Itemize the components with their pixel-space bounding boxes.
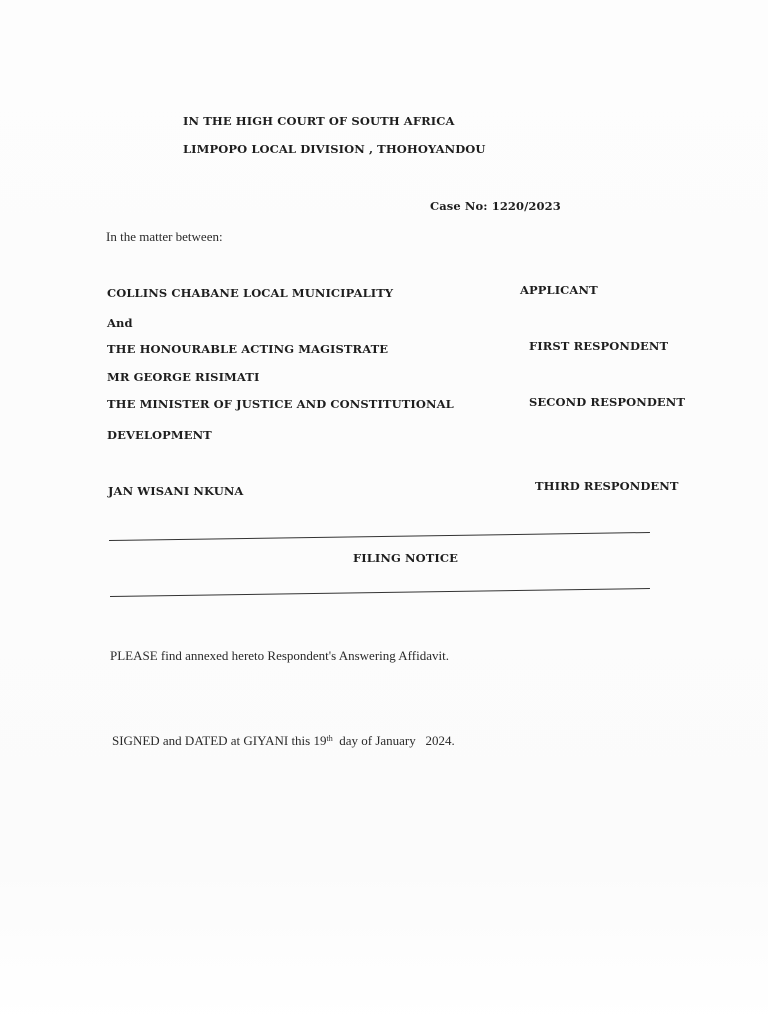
first-respondent-role: FIRST RESPONDENT — [529, 339, 669, 353]
court-division: LIMPOPO LOCAL DIVISION , THOHOYANDOU — [183, 142, 486, 156]
first-respondent-name-1: THE HONOURABLE ACTING MAGISTRATE — [107, 342, 389, 356]
signed-ordinal: th — [326, 734, 333, 743]
third-respondent-role: THIRD RESPONDENT — [535, 479, 679, 493]
first-respondent-name-2: MR GEORGE RISIMATI — [107, 370, 260, 384]
second-respondent-name-1: THE MINISTER OF JUSTICE AND CONSTITUTIONAL — [107, 397, 454, 411]
second-respondent-name-2: DEVELOPMENT — [107, 428, 212, 442]
case-number: Case No: 1220/2023 — [430, 199, 561, 213]
signed-dated-line — [112, 734, 455, 748]
third-respondent-name: JAN WISANI NKUNA — [108, 484, 244, 498]
notice-title: FILING NOTICE — [353, 551, 459, 565]
applicant-role: APPLICANT — [520, 283, 598, 297]
signed-suffix: day of January 2024. — [332, 733, 455, 748]
intro-text: In the matter between: — [106, 229, 223, 244]
conjunction: And — [107, 316, 133, 330]
court-name: IN THE HIGH COURT OF SOUTH AFRICA — [183, 114, 455, 128]
notice-body: PLEASE find annexed hereto Respondent's Answering Affidavit. — [110, 648, 449, 663]
top-divider-rule — [109, 532, 650, 541]
applicant-name: COLLINS CHABANE LOCAL MUNICIPALITY — [107, 286, 394, 300]
second-respondent-role: SECOND RESPONDENT — [529, 395, 686, 409]
signed-prefix: SIGNED and DATED at GIYANI this 19 — [112, 733, 327, 748]
bottom-divider-rule — [110, 588, 650, 597]
